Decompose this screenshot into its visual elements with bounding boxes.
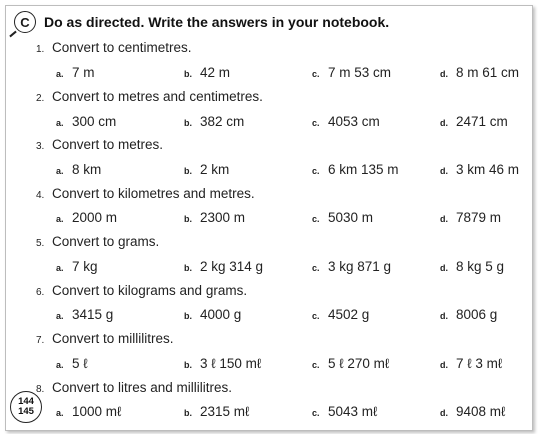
option-label: b. bbox=[184, 311, 192, 321]
option-label: a. bbox=[56, 166, 64, 176]
question-title bbox=[36, 283, 247, 298]
exercise-header bbox=[14, 10, 389, 34]
page-number-badge bbox=[10, 391, 42, 423]
option-label: c. bbox=[312, 263, 320, 273]
answer-option bbox=[56, 259, 98, 274]
option-label: b. bbox=[184, 214, 192, 224]
question-text: Convert to metres. bbox=[52, 137, 164, 152]
option-label: d. bbox=[440, 311, 448, 321]
question-text: Convert to centimetres. bbox=[52, 40, 192, 55]
option-value: 3415 g bbox=[72, 307, 114, 322]
option-value: 8006 g bbox=[456, 307, 498, 322]
question-number: 7. bbox=[36, 335, 45, 346]
question-title bbox=[36, 380, 232, 395]
option-value: 2471 cm bbox=[456, 114, 508, 129]
option-label: b. bbox=[184, 166, 192, 176]
option-label: a. bbox=[56, 69, 64, 79]
answer-option bbox=[56, 210, 117, 225]
option-value: 5043 mℓ bbox=[328, 404, 378, 419]
option-label: a. bbox=[56, 360, 64, 370]
option-value: 7 m bbox=[72, 65, 95, 80]
answer-option bbox=[56, 162, 101, 177]
answer-option bbox=[312, 404, 377, 419]
answer-option bbox=[184, 65, 230, 80]
option-value: 6 km 135 m bbox=[328, 162, 399, 177]
answer-option bbox=[56, 356, 88, 371]
answer-option bbox=[312, 356, 389, 371]
answer-option bbox=[440, 114, 508, 129]
question-title bbox=[36, 331, 174, 346]
answer-option bbox=[184, 259, 263, 274]
option-value: 2315 mℓ bbox=[200, 404, 250, 419]
option-value: 7 m 53 cm bbox=[328, 65, 392, 80]
question-number: 4. bbox=[36, 190, 45, 201]
option-value: 2000 m bbox=[72, 210, 118, 225]
option-value: 5 ℓ 270 mℓ bbox=[328, 356, 390, 371]
answer-option bbox=[440, 404, 505, 419]
option-label: d. bbox=[440, 69, 448, 79]
answer-option bbox=[56, 404, 121, 419]
answer-option bbox=[440, 259, 504, 274]
question-title bbox=[36, 137, 163, 152]
answer-option bbox=[56, 307, 113, 322]
answer-option bbox=[440, 210, 501, 225]
question-number: 2. bbox=[36, 93, 45, 104]
answer-option bbox=[312, 307, 369, 322]
question-number: 5. bbox=[36, 238, 45, 249]
option-label: c. bbox=[312, 166, 320, 176]
option-label: b. bbox=[184, 360, 192, 370]
answer-option bbox=[184, 404, 249, 419]
option-value: 8 m 61 cm bbox=[456, 65, 520, 80]
question-title bbox=[36, 234, 159, 249]
question-text: Convert to kilometres and metres. bbox=[52, 186, 255, 201]
option-label: a. bbox=[56, 118, 64, 128]
question-number: 6. bbox=[36, 287, 45, 298]
answer-option bbox=[312, 65, 391, 80]
answer-option bbox=[56, 65, 95, 80]
option-value: 8 km bbox=[72, 162, 102, 177]
option-value: 3 km 46 m bbox=[456, 162, 520, 177]
question-title bbox=[36, 89, 263, 104]
question-text: Convert to litres and millilitres. bbox=[52, 380, 233, 395]
option-value: 300 cm bbox=[72, 114, 117, 129]
instruction-heading: Do as directed. Write the answers in your notebook. bbox=[44, 14, 390, 30]
question-text: Convert to millilitres. bbox=[52, 331, 174, 346]
answer-option bbox=[312, 162, 399, 177]
option-label: c. bbox=[312, 311, 320, 321]
option-label: c. bbox=[312, 360, 320, 370]
option-value: 7879 m bbox=[456, 210, 502, 225]
option-label: c. bbox=[312, 408, 320, 418]
page-number-bottom: 145 bbox=[18, 406, 34, 417]
answer-option bbox=[312, 210, 373, 225]
option-label: d. bbox=[440, 263, 448, 273]
option-value: 5 ℓ bbox=[72, 356, 88, 371]
option-label: d. bbox=[440, 408, 448, 418]
option-value: 42 m bbox=[200, 65, 231, 80]
answer-option bbox=[56, 114, 116, 129]
option-value: 7 ℓ 3 mℓ bbox=[456, 356, 503, 371]
section-letter: C bbox=[20, 14, 30, 30]
option-value: 7 kg bbox=[72, 259, 98, 274]
option-value: 4053 cm bbox=[328, 114, 380, 129]
answer-option bbox=[184, 307, 241, 322]
question-number: 3. bbox=[36, 141, 45, 152]
question-text: Convert to metres and centimetres. bbox=[52, 89, 263, 104]
option-label: b. bbox=[184, 69, 192, 79]
question-title bbox=[36, 186, 255, 201]
answer-option bbox=[184, 356, 261, 371]
option-label: d. bbox=[440, 214, 448, 224]
option-value: 4502 g bbox=[328, 307, 370, 322]
option-label: b. bbox=[184, 263, 192, 273]
option-label: b. bbox=[184, 118, 192, 128]
question-text: Convert to kilograms and grams. bbox=[52, 283, 248, 298]
option-label: a. bbox=[56, 214, 64, 224]
question-title bbox=[36, 40, 192, 55]
answer-option bbox=[184, 114, 244, 129]
answer-option bbox=[184, 162, 229, 177]
option-label: c. bbox=[312, 214, 320, 224]
option-value: 5030 m bbox=[328, 210, 374, 225]
option-label: c. bbox=[312, 118, 320, 128]
option-value: 3 ℓ 150 mℓ bbox=[200, 356, 262, 371]
option-value: 2 km bbox=[200, 162, 230, 177]
answer-option bbox=[184, 210, 245, 225]
answer-option bbox=[312, 259, 391, 274]
option-value: 1000 mℓ bbox=[72, 404, 122, 419]
option-value: 9408 mℓ bbox=[456, 404, 506, 419]
option-value: 8 kg 5 g bbox=[456, 259, 505, 274]
option-value: 3 kg 871 g bbox=[328, 259, 392, 274]
option-value: 382 cm bbox=[200, 114, 245, 129]
answer-option bbox=[440, 65, 519, 80]
option-label: d. bbox=[440, 360, 448, 370]
answer-option bbox=[440, 356, 502, 371]
option-label: a. bbox=[56, 311, 64, 321]
option-label: c. bbox=[312, 69, 320, 79]
option-value: 4000 g bbox=[200, 307, 242, 322]
option-label: b. bbox=[184, 408, 192, 418]
option-label: a. bbox=[56, 408, 64, 418]
question-text: Convert to grams. bbox=[52, 234, 160, 249]
section-badge bbox=[14, 11, 36, 33]
question-number: 1. bbox=[36, 44, 45, 55]
question-number: 8. bbox=[36, 384, 45, 395]
answer-option bbox=[440, 307, 497, 322]
option-label: d. bbox=[440, 118, 448, 128]
answer-option bbox=[312, 114, 380, 129]
option-value: 2 kg 314 g bbox=[200, 259, 264, 274]
page-number-top: 144 bbox=[18, 396, 34, 407]
option-label: d. bbox=[440, 166, 448, 176]
option-label: a. bbox=[56, 263, 64, 273]
option-value: 2300 m bbox=[200, 210, 246, 225]
answer-option bbox=[440, 162, 519, 177]
